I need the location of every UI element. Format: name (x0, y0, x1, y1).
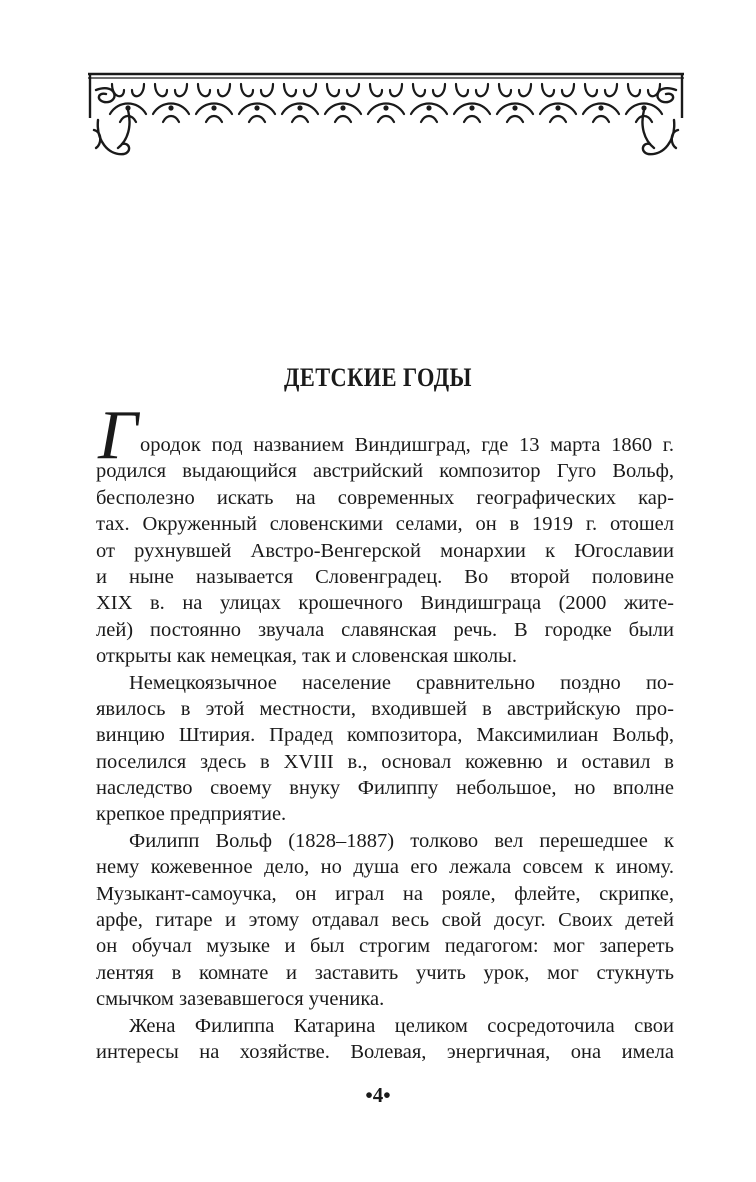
text-line: открыты как немецкая, так и словенская школы. (96, 645, 518, 668)
ornament-dot (168, 105, 173, 110)
text-line: Жена Филиппа Катарина целиком сосредоточила свои (129, 1014, 674, 1037)
ornament-dot (469, 105, 474, 110)
text-line: крепкое предприятие. (96, 803, 287, 826)
ornament-dot (512, 105, 517, 110)
text-line: арфе, гитаре и этому отдавал весь свой досуг. Своих детей (96, 909, 674, 932)
text-line: бесполезно искать на современных географических кар- (96, 486, 674, 509)
body-text (96, 432, 674, 1065)
ornament-dot (297, 105, 302, 110)
ornament-motif (325, 84, 361, 122)
ornament-motif (540, 84, 576, 122)
ornament-motif (239, 84, 275, 122)
ornament-dot (254, 105, 259, 110)
text-line: смычком зазевавшегося ученика. (96, 988, 385, 1011)
page-number: •4• (365, 1083, 391, 1107)
ornament-motif (454, 84, 490, 122)
ornament-dot (211, 105, 216, 110)
ornament-dot (383, 105, 388, 110)
text-line: он обучал музыке и был строгим педагогом: мог запереть (96, 935, 674, 958)
text-line: интересы на хозяйстве. Волевая, энергичная, она имела (96, 1040, 674, 1063)
text-line: поселился здесь в XVIII в., основал кожевню и оставил в (96, 750, 674, 773)
text-line: XIX в. на улицах крошечного Виндишграца (2000 жите- (96, 592, 674, 615)
ornament-motif (196, 84, 232, 122)
text-line: от рухнувшей Австро-Венгерской монархии к Югославии (96, 539, 674, 562)
text-line: Музыкант-самоучка, он играл на рояле, флейте, скрипке, (96, 882, 674, 905)
ornament-motif (497, 84, 533, 122)
text-line: Филипп Вольф (1828–1887) толково вел перешедшее к (129, 829, 674, 852)
ornament-dot (598, 105, 603, 110)
text-line: нему кожевенное дело, но душа его лежала совсем к иному. (96, 856, 674, 879)
ornament-motif (368, 84, 404, 122)
text-line: лентяя в комнате и заставить учить урок, мог стукнуть (96, 961, 674, 984)
text-line: Немецкоязычное население сравнительно поздно по- (129, 671, 674, 694)
ornament-motif (153, 84, 189, 122)
ornament-motif (583, 84, 619, 122)
text-line: тах. Окруженный словенскими селами, он в 1919 г. отошел (96, 513, 674, 536)
text-line: и ныне называется Словенградец. Во второй половине (96, 565, 674, 588)
text-line: ородок под названием Виндишград, где 13 марта 1860 г. (140, 434, 674, 456)
svg-text:Г: Г (98, 400, 138, 472)
text-line: лей) постоянно звучала славянская речь. В городке были (96, 618, 674, 641)
chapter-title: ДЕТСКИЕ ГОДЫ (284, 363, 472, 392)
text-line: явилось в этой местности, входившей в австрийскую про- (96, 697, 674, 720)
ornament-motif (282, 84, 318, 122)
text-line: наследство своему внуку Филиппу небольшое, но вполне (96, 777, 674, 800)
ornament-dot (555, 105, 560, 110)
text-line: винцию Штирия. Прадед композитора, Максимилиан Вольф, (96, 724, 674, 747)
ornamental-header-border (88, 70, 684, 162)
ornament-dot (426, 105, 431, 110)
text-line: родился выдающийся австрийский композитор Гуго Вольф, (96, 460, 674, 483)
ornament-dot (340, 105, 345, 110)
ornament-motif (411, 84, 447, 122)
